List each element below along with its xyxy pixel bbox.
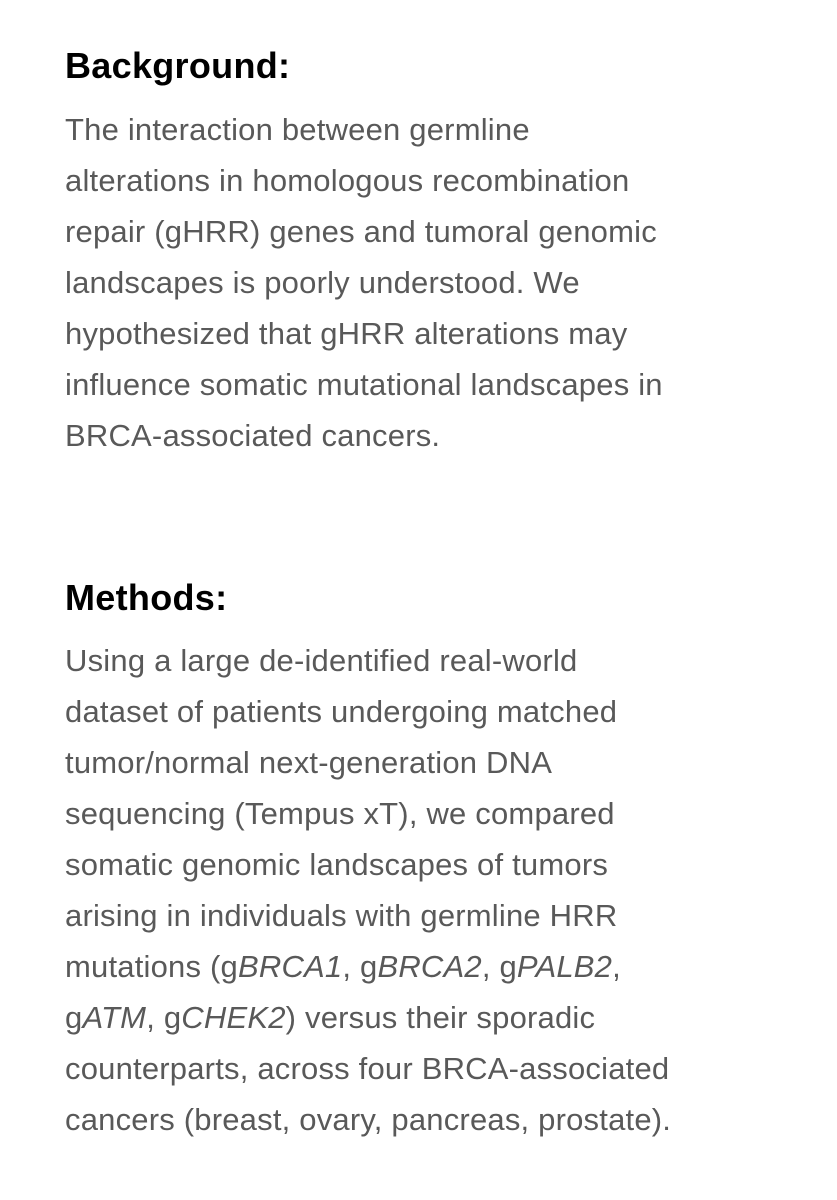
gene-name: ATM: [82, 1000, 147, 1035]
methods-line: arising in individuals with germline HRR: [65, 898, 618, 933]
background-line: influence somatic mutational landscapes in: [65, 367, 663, 402]
background-line: BRCA-associated cancers.: [65, 418, 441, 453]
methods-line: tumor/normal next-generation DNA: [65, 745, 553, 780]
methods-text: ) versus their sporadic: [285, 1000, 596, 1035]
methods-line: cancers (breast, ovary, pancreas, prostate).: [65, 1102, 672, 1137]
methods-line: sequencing (Tempus xT), we compared: [65, 796, 615, 831]
methods-line: Using a large de-identified real-world: [65, 643, 578, 678]
gene-name: BRCA2: [377, 949, 482, 984]
methods-line-genes: [65, 992, 671, 1043]
methods-text: mutations (g: [65, 949, 238, 984]
background-line: alterations in homologous recombination: [65, 163, 630, 198]
background-line: hypothesized that gHRR alterations may: [65, 316, 628, 351]
gene-name: CHEK2: [181, 1000, 286, 1035]
methods-heading: Methods:: [65, 577, 228, 618]
background-line: repair (gHRR) genes and tumoral genomic: [65, 214, 657, 249]
gene-name: BRCA1: [237, 949, 343, 984]
methods-text: ,: [612, 949, 621, 984]
background-heading: Background:: [65, 45, 291, 86]
gene-name: PALB2: [516, 949, 613, 984]
background-line: The interaction between germline: [65, 112, 530, 147]
methods-text: , g: [146, 1000, 182, 1035]
methods-text: , g: [342, 949, 378, 984]
methods-line: counterparts, across four BRCA-associated: [65, 1051, 670, 1086]
methods-line-genes: [65, 941, 671, 992]
methods-paragraph: [65, 635, 671, 1145]
background-paragraph: [65, 104, 663, 461]
methods-line: dataset of patients undergoing matched: [65, 694, 618, 729]
background-line: landscapes is poorly understood. We: [65, 265, 580, 300]
methods-text: g: [65, 1000, 83, 1035]
methods-text: , g: [481, 949, 517, 984]
methods-line: somatic genomic landscapes of tumors: [65, 847, 609, 882]
